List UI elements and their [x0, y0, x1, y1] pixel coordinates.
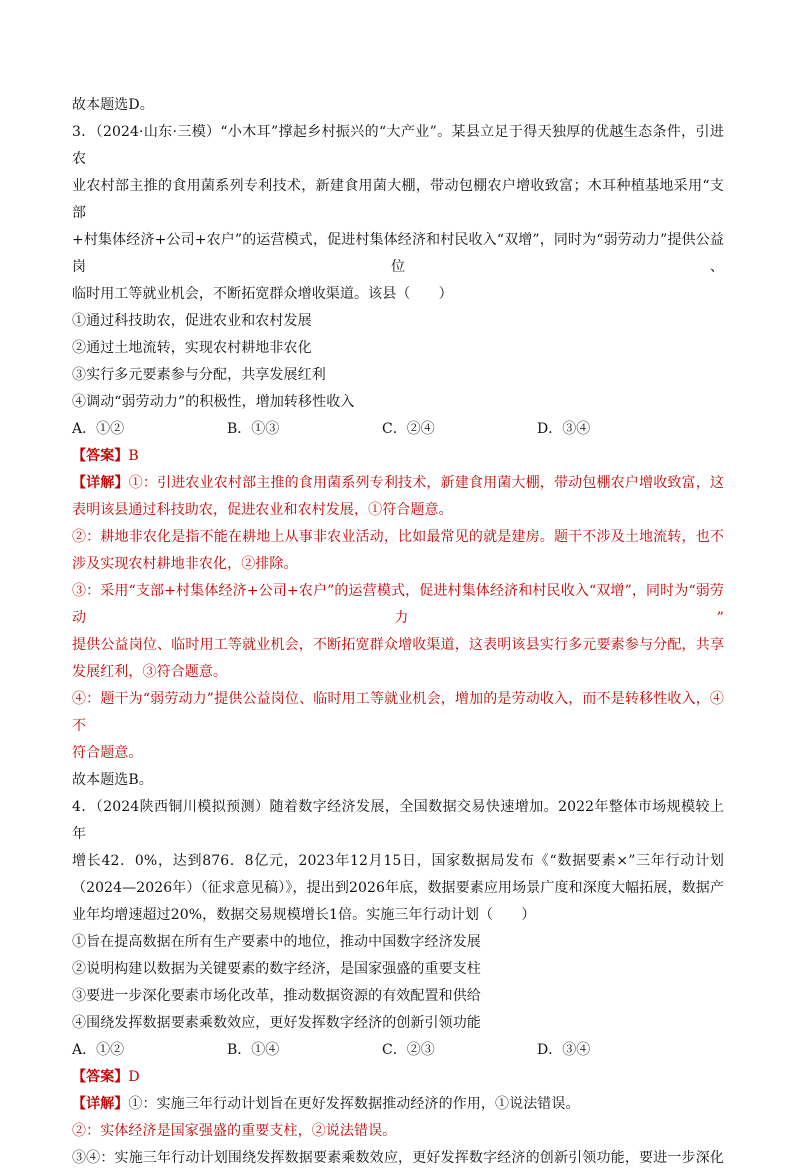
statement-item: ③要进一步深化要素市场化改革，推动数据资源的有效配置和供给: [72, 988, 481, 1004]
answer-line: [72, 1064, 724, 1091]
answer-value: D: [128, 1069, 140, 1085]
statement-item: ①旨在提高数据在所有生产要素中的地位，推动中国数字经济发展: [72, 934, 481, 950]
statement-item: ①通过科技助农，促进农业和农村发展: [72, 313, 312, 329]
statement-item: ④围绕发挥数据要素乘数效应，更好发挥数字经济的创新引领功能: [72, 1015, 481, 1031]
answer-options: [72, 1037, 724, 1064]
option-c: C．②③: [382, 1042, 435, 1058]
detail-line: ②：耕地非农化是指不能在耕地上从事非农业活动，比如最常见的就是建房。题干不涉及土地流转，也不: [72, 529, 724, 545]
detail-line: ④：题干为“弱劳动力”提供公益岗位、临时用工等就业机会，增加的是劳动收入，而不是转移性收入，④不: [72, 691, 724, 734]
question-3: [72, 119, 724, 794]
detail-line: 符合题意。: [72, 745, 143, 761]
detail-label: 【详解】: [72, 1096, 129, 1112]
option-d: D．③④: [537, 1042, 591, 1058]
question-3-stem: [72, 119, 724, 308]
detail-line: 发展红利，③符合题意。: [72, 664, 228, 680]
stem-line: 业年均增速超过20%，数据交易规模增长1倍。实施三年行动计划（ ）: [72, 907, 536, 923]
answer-label: 【答案】: [72, 448, 129, 464]
stem-line: 3．（2024·山东·三模）“小木耳”撑起乡村振兴的“大产业”。某县立足于得天独厚的优越生态条件，引进农: [72, 124, 724, 167]
stem-line: （2024—2026年）（征求意见稿）》，提出到2026年底，数据要素应用场景广度和深度大幅拓展，数据产: [72, 880, 724, 896]
stem-line: 增长42．0%，达到876．8亿元，2023年12月15日，国家数据局发布《“数据要素×”三年行动计划: [72, 853, 724, 869]
option-d: D．③④: [537, 421, 591, 437]
answer-label: 【答案】: [72, 1069, 129, 1085]
statement-item: ③实行多元要素参与分配，共享发展红利: [72, 367, 326, 383]
detail-line: 表明该县通过科技助农，促进农业和农村发展，①符合题意。: [72, 502, 453, 518]
option-a: A．①②: [72, 421, 125, 437]
detail-line: ③：采用“支部+村集体经济+公司+农户”的运营模式，促进村集体经济和村民收入“双增”，同时为“弱劳动力”: [72, 583, 724, 626]
option-b: B．①③: [227, 421, 280, 437]
option-c: C．②④: [382, 421, 435, 437]
question-3-detail: [72, 470, 724, 767]
detail-line: 涉及实现农村耕地非农化，②排除。: [72, 556, 298, 572]
answer-options: [72, 416, 724, 443]
answer-line: [72, 443, 724, 470]
detail-line: 【详解】①：实施三年行动计划旨在更好发挥数据推动经济的作用，①说法错误。: [72, 1096, 580, 1112]
answer-value: B: [128, 448, 139, 464]
stem-line: 临时用工等就业机会，不断拓宽群众增收渠道。该县（ ）: [72, 286, 453, 302]
detail-line: 【详解】①：引进农业农村部主推的食用菌系列专利技术，新建食用菌大棚，带动包棚农户增收致富，这: [72, 475, 724, 491]
stem-line: +村集体经济+公司+农户”的运营模式，促进村集体经济和村民收入“双增”，同时为“弱劳动力”提供公益岗位、: [72, 232, 724, 275]
stem-line: 业农村部主推的食用菌系列专利技术，新建食用菌大棚，带动包棚农户增收致富；木耳种植基地采用“支部: [72, 178, 724, 221]
option-b: B．①④: [227, 1042, 280, 1058]
stem-line: 4．（2024陕西铜川模拟预测）随着数字经济发展，全国数据交易快速增加。2022年整体市场规模较上年: [72, 799, 724, 842]
detail-line: 提供公益岗位、临时用工等就业机会，不断拓宽群众增收渠道，这表明该县实行多元要素参与分配，共享: [72, 637, 724, 653]
detail-line: ③④：实施三年行动计划围绕发挥数据要素乘数效应，更好发挥数字经济的创新引领功能，要进一步深化: [72, 1150, 724, 1166]
detail-label: 【详解】: [72, 475, 129, 491]
statement-item: ④调动“弱劳动力”的积极性，增加转移性收入: [72, 394, 355, 410]
question-3-conclusion: 故本题选B。: [72, 772, 153, 788]
document-page: [72, 92, 724, 1172]
detail-line: ②：实体经济是国家强盛的重要支柱，②说法错误。: [72, 1123, 397, 1139]
question-4: [72, 794, 724, 1172]
question-4-detail: [72, 1091, 724, 1172]
statement-item: ②说明构建以数据为关键要素的数字经济，是国家强盛的重要支柱: [72, 961, 481, 977]
option-a: A．①②: [72, 1042, 125, 1058]
question-4-stem: [72, 794, 724, 929]
statement-item: ②通过土地流转，实现农村耕地非农化: [72, 340, 312, 356]
previous-conclusion: 故本题选D。: [72, 97, 154, 113]
